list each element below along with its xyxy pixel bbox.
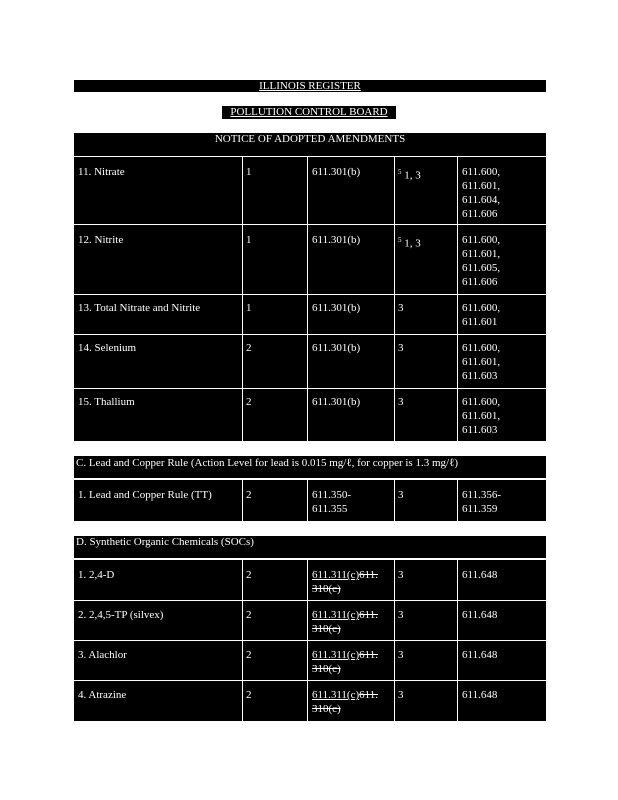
table-row: 13. Total Nitrate and Nitrite [78,302,201,314]
table-row: 4. Atrazine [78,689,127,701]
board-title: POLLUTION CONTROL BOARD [222,106,396,119]
table-cell [398,165,421,183]
table-cell [398,233,421,251]
table-cell: 2 [246,342,252,354]
new-section: 611.311(c) [312,609,360,621]
table-cell [312,608,378,636]
table-cell: 611.648 [462,609,498,621]
notice-title: NOTICE OF ADOPTED AMENDMENTS [74,133,546,156]
new-section: 611.311(c) [312,689,360,701]
table-cell: 1 [246,302,252,314]
table-cell: 2 [246,689,252,701]
note-text: 1, 3 [401,237,421,250]
footnote-mark: 5 [398,168,402,176]
table-row: 12. Nitrite [78,234,124,246]
table-cell: 611.350- 611.355 [312,489,352,515]
old-section: 611. 310(c) [312,609,378,635]
table-row: 1. Lead and Copper Rule (TT) [78,489,212,501]
table-cell: 611.600, 611.601, 611.604, 611.606 [462,166,501,220]
table-cell: 3 [398,649,404,661]
table-block-socs [74,560,546,721]
table-cell: 3 [398,489,404,501]
table-cell: 3 [398,609,404,621]
table-cell: 611.648 [462,649,498,661]
table-cell: 611.301(b) [312,234,361,246]
new-section: 611.311(c) [312,649,360,661]
table-cell: 611.600, 611.601, 611.603 [462,396,501,436]
table-cell: 611.600, 611.601, 611.603 [462,342,501,382]
note-text: 1, 3 [401,169,421,182]
table-cell: 2 [246,569,252,581]
table-cell: 2 [246,489,252,501]
table-cell [312,568,378,596]
table-cell: 3 [398,396,404,408]
table-row: 15. Thallium [78,396,135,408]
old-section: 611. 310(c) [312,569,378,595]
table-block-inorganic [74,157,546,441]
table-cell: 2 [246,649,252,661]
table-cell: 2 [246,396,252,408]
table-row: 14. Selenium [78,342,137,354]
old-section: 611. 310(c) [312,689,378,715]
table-block-lead-copper [74,480,546,521]
table-cell: 611.356- 611.359 [462,489,502,515]
table-cell: 1 [246,166,252,178]
table-cell: 611.301(b) [312,166,361,178]
table-cell: 3 [398,302,404,314]
footnote-mark: 5 [398,236,402,244]
table-row: 2. 2,4,5-TP (silvex) [78,609,164,621]
old-section: 611. 310(c) [312,649,378,675]
table-cell: 611.600, 611.601, 611.605, 611.606 [462,234,501,288]
table-row: 1. 2,4-D [78,569,115,581]
table-cell: 3 [398,342,404,354]
table-cell: 611.648 [462,689,498,701]
register-title: ILLINOIS REGISTER [74,80,546,92]
table-row: 11. Nitrate [78,166,125,178]
table-cell: 1 [246,234,252,246]
table-cell [312,688,378,716]
table-row: 3. Alachlor [78,649,127,661]
table-cell [312,648,378,676]
section-c-title: C. Lead and Copper Rule (Action Level for lead is 0.015 mg/ℓ, for copper is 1.3 mg/ℓ) [74,456,546,478]
table-cell: 611.648 [462,569,498,581]
table-cell: 611.600, 611.601 [462,302,501,328]
section-d-title: D. Synthetic Organic Chemicals (SOCs) [74,536,546,558]
table-cell: 3 [398,689,404,701]
table-cell: 2 [246,609,252,621]
table-cell: 611.301(b) [312,342,361,354]
table-cell: 3 [398,569,404,581]
new-section: 611.311(c) [312,569,360,581]
table-cell: 611.301(b) [312,396,361,408]
table-cell: 611.301(b) [312,302,361,314]
